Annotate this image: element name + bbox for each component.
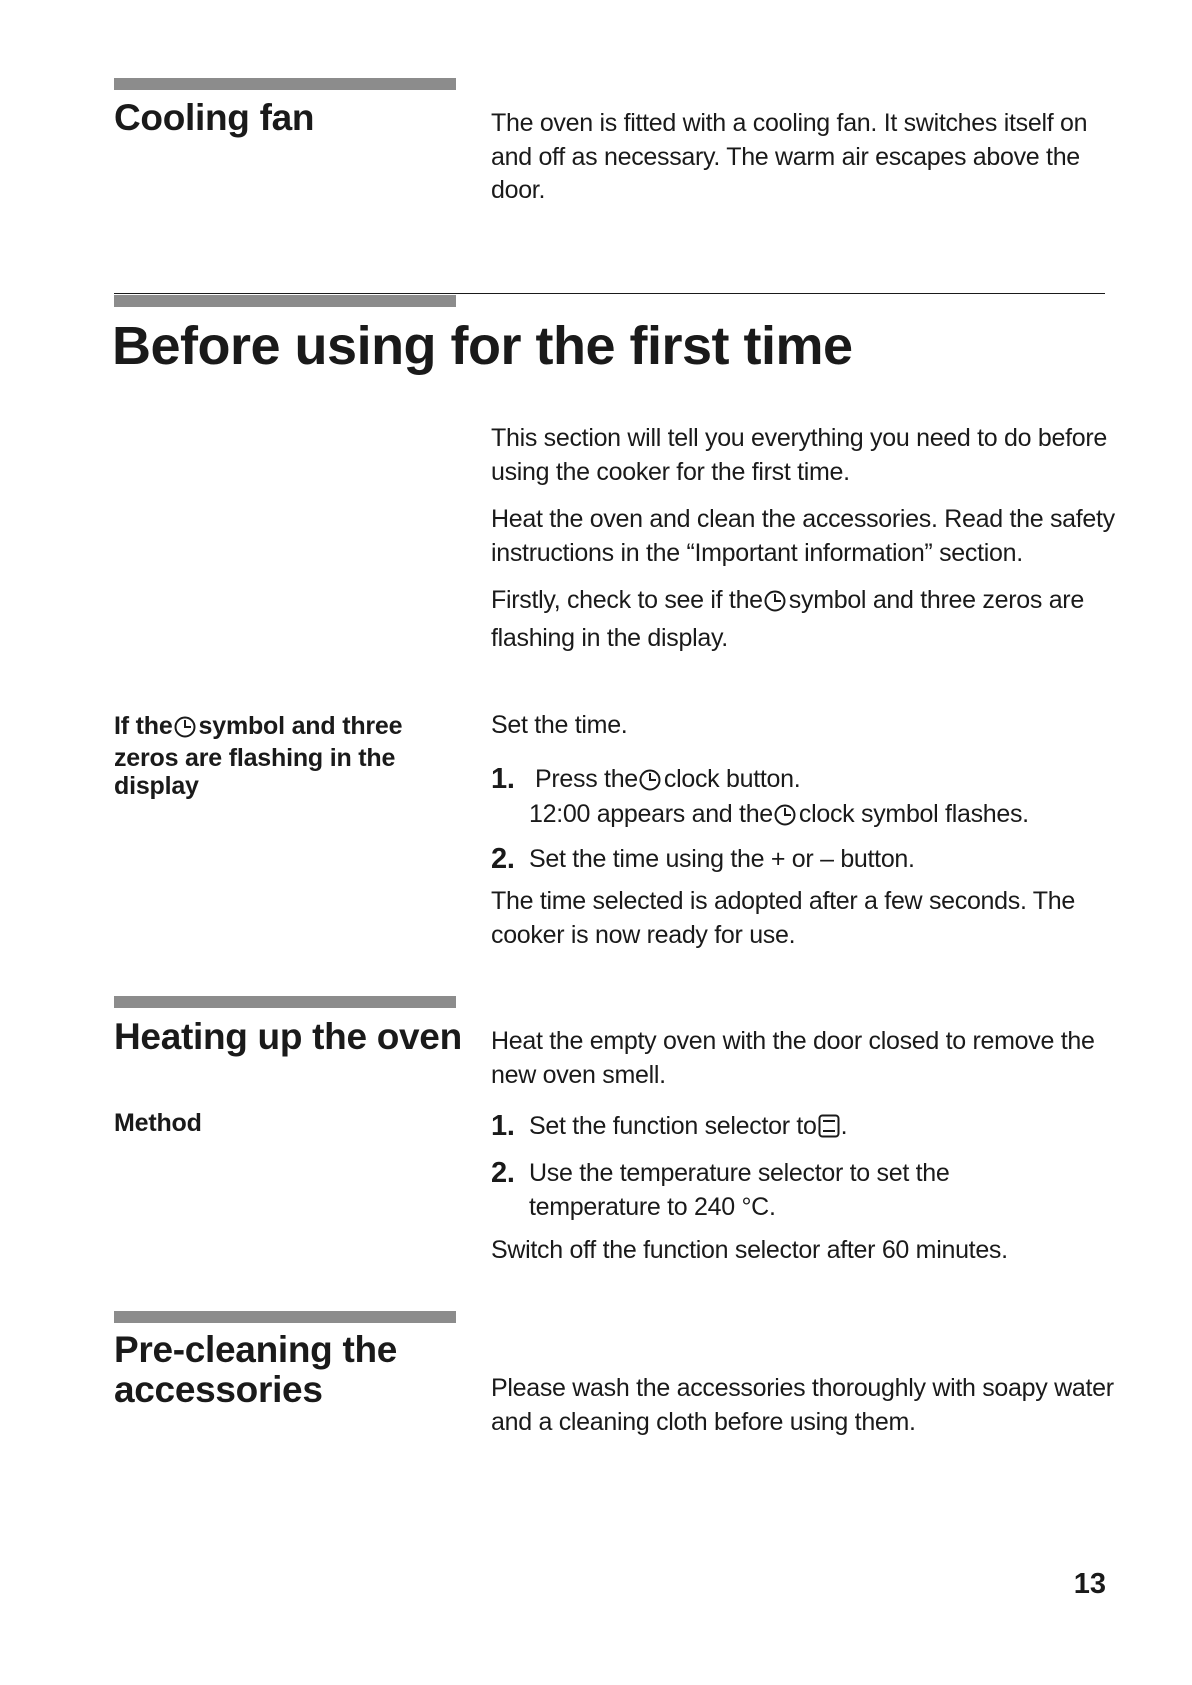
precleaning-heading-line: Pre-cleaning the	[114, 1329, 398, 1370]
intro-paragraph: Heat the oven and clean the accessories. Read the safety instructions in the “Important information” section.	[491, 505, 1115, 567]
set-time-step-2	[491, 843, 1131, 877]
set-time-result: The time selected is adopted after a few seconds. The cooker is now ready for use.	[491, 887, 1075, 949]
precleaning-text: Please wash the accessories thoroughly with soapy water and a cleaning cloth before using them.	[491, 1374, 1114, 1436]
set-time-side-label	[114, 712, 454, 800]
check-text-post: symbol and three zeros are flashing in the display.	[491, 586, 1084, 652]
step-text-pre: Set the function selector to	[529, 1112, 817, 1140]
step-number: 2.	[491, 843, 515, 875]
heating-intro: Heat the empty oven with the door closed to remove the new oven smell.	[491, 1027, 1095, 1089]
section-bar	[114, 78, 456, 90]
cooling-fan-heading: Cooling fan	[114, 97, 315, 138]
side-label-pre: If the	[114, 712, 173, 740]
method-label: Method	[114, 1109, 202, 1137]
heating-step-2	[491, 1157, 1131, 1227]
first-time-intro	[491, 422, 1131, 655]
step-number: 1.	[491, 1110, 515, 1142]
step-text	[535, 763, 1135, 801]
section-rule	[114, 293, 1105, 294]
step-text-post: clock button.	[663, 765, 801, 793]
page-number: 13	[1073, 1568, 1106, 1600]
page-title: Before using for the first time	[112, 316, 853, 376]
check-paragraph	[491, 584, 1131, 655]
step-subtext	[529, 798, 1129, 836]
step-text: Set the time using the + or – button.	[529, 845, 915, 873]
side-label-post: symbol and three zeros are flashing in the display	[114, 712, 403, 800]
step-text-post: .	[840, 1112, 848, 1140]
section-bar	[114, 1311, 456, 1323]
step-number: 1.	[491, 763, 515, 795]
clock-icon	[639, 767, 661, 801]
set-time-lead: Set the time.	[491, 711, 628, 739]
set-time-step-1	[491, 763, 1131, 833]
step-text: Use the temperature selector to set the temperature to 240 °C.	[529, 1159, 950, 1221]
step-text	[529, 1110, 1129, 1148]
step-text-pre: Press the	[535, 765, 638, 793]
heating-result: Switch off the function selector after 60 minutes.	[491, 1236, 1008, 1264]
step-number: 2.	[491, 1157, 515, 1189]
section-bar	[114, 295, 456, 307]
top-bottom-heating-icon	[818, 1114, 840, 1148]
precleaning-heading-line: accessories	[114, 1369, 323, 1410]
step-subtext-post: clock symbol flashes.	[798, 800, 1029, 828]
heating-step-1	[491, 1110, 1131, 1144]
clock-icon	[774, 802, 796, 836]
step-subtext-pre: 12:00 appears and the	[529, 800, 773, 828]
heating-heading: Heating up the oven	[114, 1016, 462, 1057]
section-bar	[114, 996, 456, 1008]
cooling-fan-text: The oven is fitted with a cooling fan. It switches itself on and off as necessary. The warm air escapes above the door.	[491, 109, 1088, 204]
check-text-pre: Firstly, check to see if the	[491, 586, 763, 614]
clock-icon	[764, 588, 786, 622]
precleaning-heading	[114, 1330, 397, 1410]
clock-icon	[174, 716, 196, 744]
intro-paragraph: This section will tell you everything you need to do before using the cooker for the first time.	[491, 424, 1107, 486]
